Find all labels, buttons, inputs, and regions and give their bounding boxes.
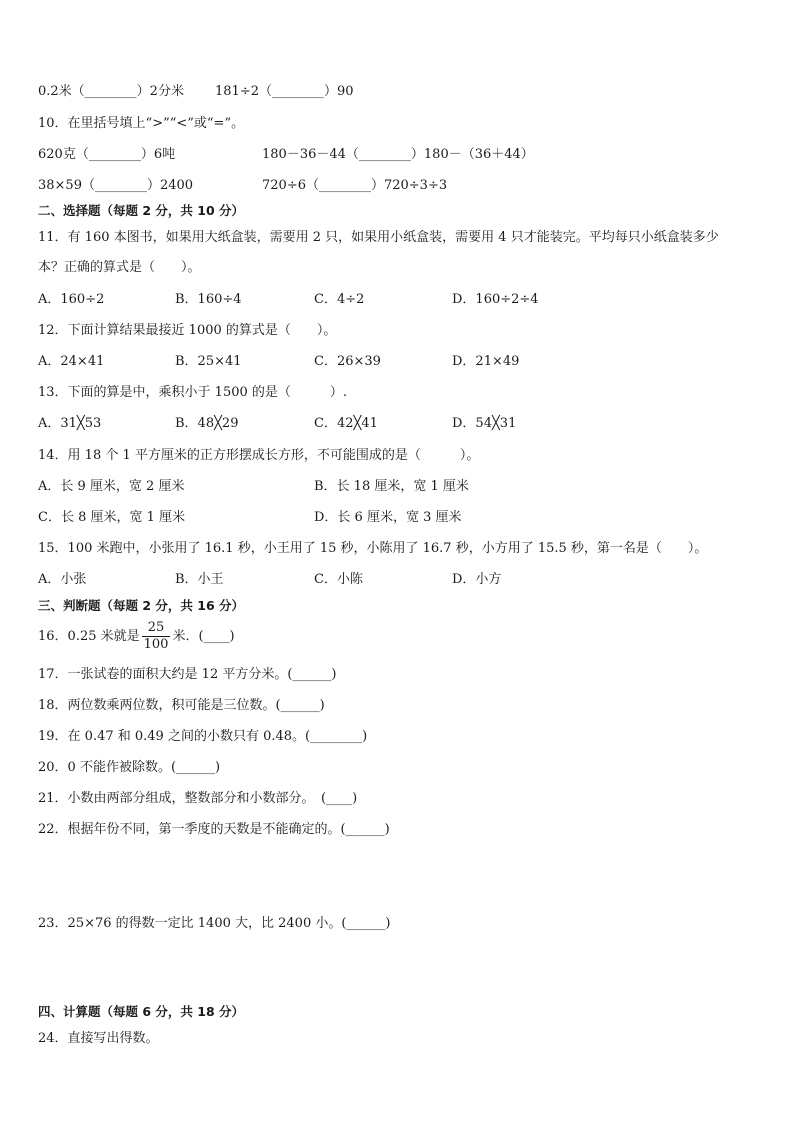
question-18: 18．两位数乘两位数，积可能是三位数。(______) xyxy=(38,698,325,713)
q13-option-a: A．31╳53 xyxy=(38,416,102,431)
q14-option-b: B．长 18 厘米，宽 1 厘米 xyxy=(314,479,469,494)
question-12: 12．下面计算结果最接近 1000 的算式是（ ）。 xyxy=(38,323,337,338)
q12-option-d: D．21×49 xyxy=(452,354,520,369)
q15-option-b: B．小王 xyxy=(175,572,224,587)
q16-fraction xyxy=(142,620,171,653)
q13-option-c: C．42╳41 xyxy=(314,416,378,431)
question-17: 17．一张试卷的面积大约是 12 平方分米。(______) xyxy=(38,667,337,682)
q14-option-c: C．长 8 厘米，宽 1 厘米 xyxy=(38,510,186,525)
question-22: 22．根据年份不同，第一季度的天数是不能确定的。(______) xyxy=(38,822,390,837)
question-13: 13．下面的算是中，乘积小于 1500 的是（ ）. xyxy=(38,385,348,400)
question-21: 21．小数由两部分组成，整数部分和小数部分。 (____) xyxy=(38,791,358,806)
q9-item-a: 0.2米（________）2分米 xyxy=(38,84,184,99)
question-20: 20．0 不能作被除数。(______) xyxy=(38,760,221,775)
q15-option-d: D．小方 xyxy=(452,572,502,587)
q16-suffix: 米．(____) xyxy=(172,629,235,644)
q10-item-d: 720÷6（________）720÷3÷3 xyxy=(262,178,448,193)
section-4-heading: 四、计算题（每题 6 分，共 18 分） xyxy=(38,1004,245,1019)
question-15: 15．100 米跑中，小张用了 16.1 秒，小王用了 15 秒，小陈用了 16.7 秒，小方用了 15.5 秒，第一名是（ ）。 xyxy=(38,541,708,556)
q16-fraction-numerator: 25 xyxy=(142,620,171,637)
question-16 xyxy=(38,619,235,655)
q10-item-a: 620克（________）6吨 xyxy=(38,147,176,162)
question-11-line-1: 11．有 160 本图书，如果用大纸盒装，需要用 2 只，如果用小纸盒装，需要用 4 只才能装完。平均每只小纸盒装多少 xyxy=(38,230,719,245)
q11-option-a: A．160÷2 xyxy=(38,292,105,307)
question-23: 23．25×76 的得数一定比 1400 大，比 2400 小。(______) xyxy=(38,916,391,931)
q15-option-c: C．小陈 xyxy=(314,572,363,587)
q14-option-a: A．长 9 厘米，宽 2 厘米 xyxy=(38,479,185,494)
q11-option-b: B．160÷4 xyxy=(175,292,242,307)
q14-option-d: D．长 6 厘米，宽 3 厘米 xyxy=(314,510,462,525)
q15-option-a: A．小张 xyxy=(38,572,87,587)
question-24: 24．直接写出得数。 xyxy=(38,1031,159,1046)
q11-option-c: C．4÷2 xyxy=(314,292,365,307)
q12-option-c: C．26×39 xyxy=(314,354,381,369)
question-19: 19．在 0.47 和 0.49 之间的小数只有 0.48。(________) xyxy=(38,729,368,744)
question-11-line-2: 本？正确的算式是（ ）。 xyxy=(38,260,201,275)
section-2-heading: 二、选择题（每题 2 分，共 10 分） xyxy=(38,203,245,218)
q16-prefix: 16．0.25 米就是 xyxy=(38,629,140,644)
q12-option-a: A．24×41 xyxy=(38,354,105,369)
q9-item-b: 181÷2（________）90 xyxy=(215,84,354,99)
section-3-heading: 三、判断题（每题 2 分，共 16 分） xyxy=(38,598,245,613)
question-10: 10．在里括号填上“>”“<”或“=”。 xyxy=(38,116,245,131)
question-14: 14．用 18 个 1 平方厘米的正方形摆成长方形，不可能围成的是（ ）。 xyxy=(38,448,480,463)
q11-option-d: D．160÷2÷4 xyxy=(452,292,539,307)
q16-fraction-denominator: 100 xyxy=(143,637,169,652)
q13-option-d: D．54╳31 xyxy=(452,416,517,431)
q10-item-c: 38×59（________）2400 xyxy=(38,178,194,193)
q10-item-b: 180－36－44（________）180－（36＋44） xyxy=(262,147,534,162)
q12-option-b: B．25×41 xyxy=(175,354,242,369)
q13-option-b: B．48╳29 xyxy=(175,416,239,431)
